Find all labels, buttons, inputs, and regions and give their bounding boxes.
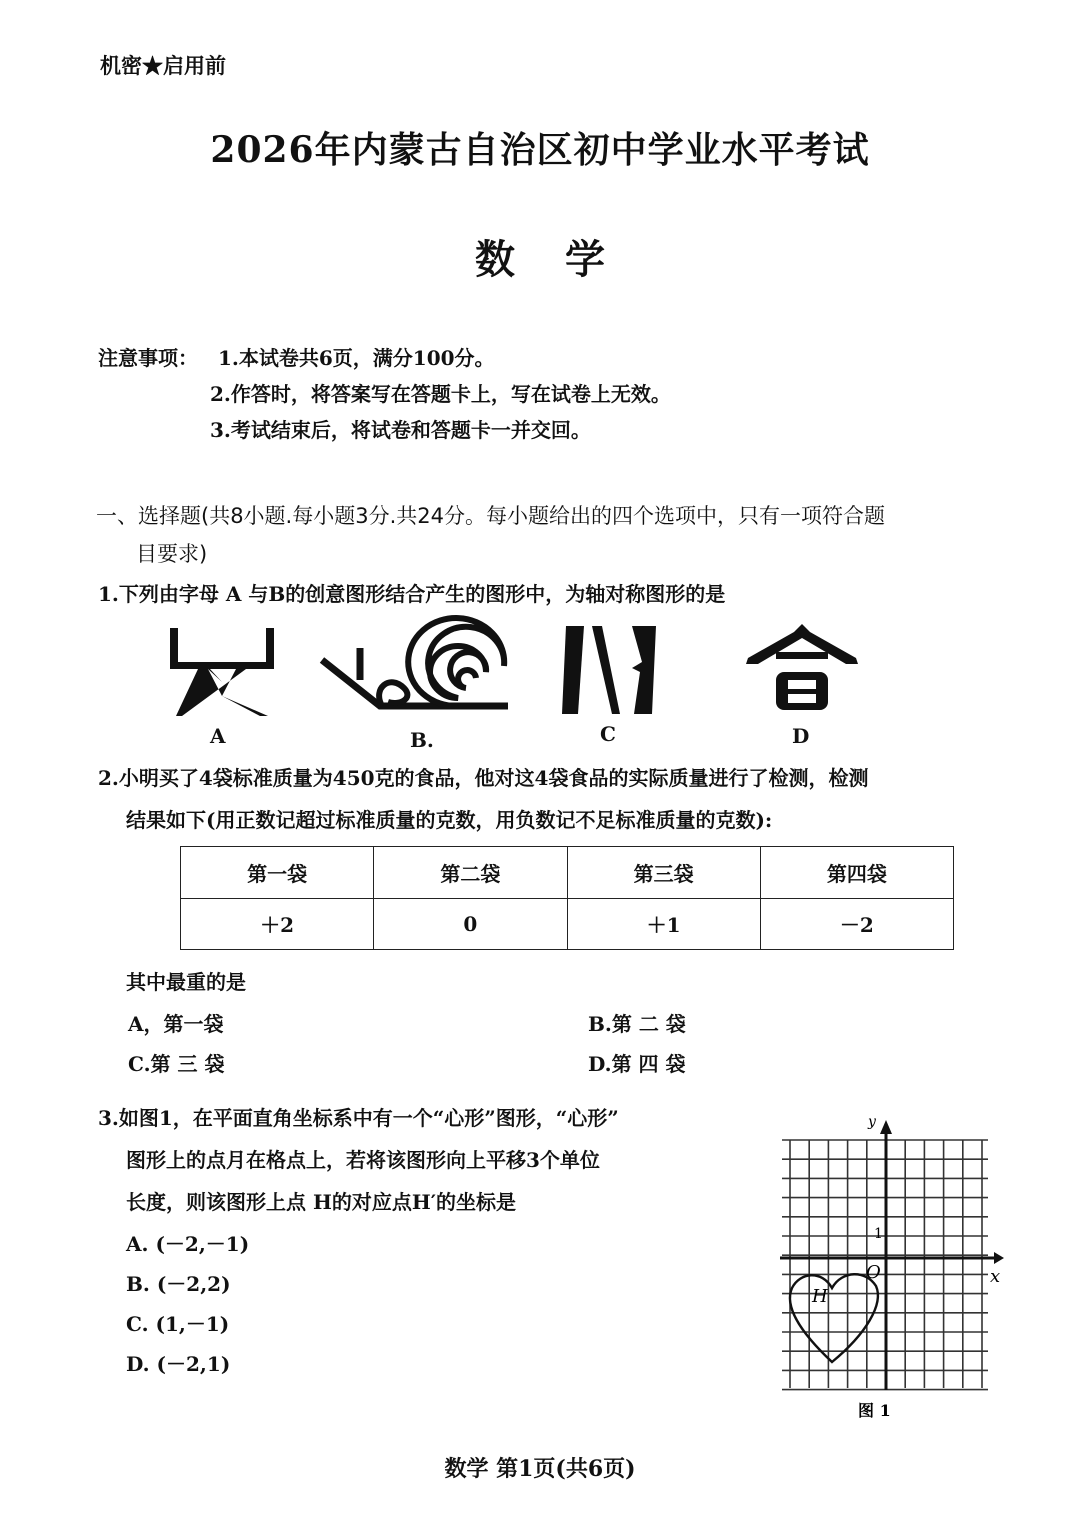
question-3-stem-cont: 图形上的点月在格点上，若将该图形向上平移3个单位 xyxy=(126,1148,600,1172)
figure-caption: 图 1 xyxy=(858,1401,891,1420)
origin-label: O xyxy=(866,1262,881,1283)
y-axis-label: y xyxy=(868,1114,876,1130)
question-2-prompt: 其中最重的是 xyxy=(126,970,246,994)
q2-option-a: A，第一袋 xyxy=(128,1012,224,1036)
exam-title: 2026年内蒙古自治区初中学业水平考试 xyxy=(210,129,870,171)
confidential-mark: 机密★启用前 xyxy=(100,53,226,78)
table-cell: 0 xyxy=(374,898,567,950)
question-2-stem-cont: 结果如下(用正数记超过标准质量的克数，用负数记不足标准质量的克数): xyxy=(126,808,773,832)
table-header-cell: 第二袋 xyxy=(374,847,567,899)
heart-shape xyxy=(790,1274,878,1362)
figure-d-label: D xyxy=(792,724,810,748)
section-heading-cont: 目要求) xyxy=(136,542,208,566)
page-footer: 数学 第1页(共6页) xyxy=(444,1456,636,1482)
question-1-stem: 1.下列由字母 A 与B的创意图形结合产生的图形中，为轴对称图形的是 xyxy=(98,582,726,606)
weight-table xyxy=(180,846,954,950)
section-heading: 一、选择题(共8小题.每小题3分.共24分。每小题给出的四个选项中，只有一项符合题 xyxy=(96,504,885,528)
notice-item-1: 1.本试卷共6页，满分100分。 xyxy=(218,346,495,370)
q3-option-a: A. (－2,－1) xyxy=(126,1232,250,1256)
notice-item-3: 3.考试结束后，将试卷和答题卡一并交回。 xyxy=(210,418,591,442)
q3-option-d: D. (－2,1) xyxy=(126,1352,231,1376)
figure-a-label: A xyxy=(210,724,226,748)
question-3-stem-cont2: 长度，则该图形上点 H的对应点H′的坐标是 xyxy=(126,1190,517,1214)
y-axis-arrow-icon xyxy=(880,1120,892,1134)
coordinate-grid-figure xyxy=(770,1110,1010,1430)
figure-c xyxy=(562,624,660,716)
table-cell: ＋2 xyxy=(181,898,374,950)
q3-option-c: C. (1,－1) xyxy=(126,1312,230,1336)
figure-c-label: C xyxy=(600,722,616,746)
question-2-stem: 2.小明买了4袋标准质量为450克的食品，他对这4袋食品的实际质量进行了检测，检测 xyxy=(98,766,869,790)
table-header-cell: 第三袋 xyxy=(567,847,760,899)
figure-b-label: B. xyxy=(410,728,434,752)
x-axis-label: x xyxy=(990,1266,1001,1287)
question-3-stem: 3.如图1，在平面直角坐标系中有一个“心形”图形，“心形” xyxy=(98,1106,619,1130)
subject-title: 数学 xyxy=(475,236,655,283)
table-header-row xyxy=(181,847,954,899)
table-cell: －2 xyxy=(760,898,953,950)
q3-option-b: B. (－2,2) xyxy=(126,1272,231,1296)
q2-option-d: D.第 四 袋 xyxy=(588,1052,686,1076)
notice-label: 注意事项： xyxy=(98,346,198,370)
table-header-cell: 第四袋 xyxy=(760,847,953,899)
x-axis-arrow-icon xyxy=(994,1252,1004,1264)
figure-d xyxy=(746,624,858,718)
point-h-label: H xyxy=(812,1286,828,1307)
table-header-cell: 第一袋 xyxy=(181,847,374,899)
table-cell: ＋1 xyxy=(567,898,760,950)
q2-option-c: C.第 三 袋 xyxy=(128,1052,225,1076)
q2-option-b: B.第 二 袋 xyxy=(588,1012,686,1036)
figure-a xyxy=(168,624,276,716)
table-row xyxy=(181,898,954,950)
figure-b xyxy=(318,622,514,714)
notice-item-2: 2.作答时，将答案写在答题卡上，写在试卷上无效。 xyxy=(210,382,671,406)
tick-label: 1 xyxy=(874,1226,883,1242)
